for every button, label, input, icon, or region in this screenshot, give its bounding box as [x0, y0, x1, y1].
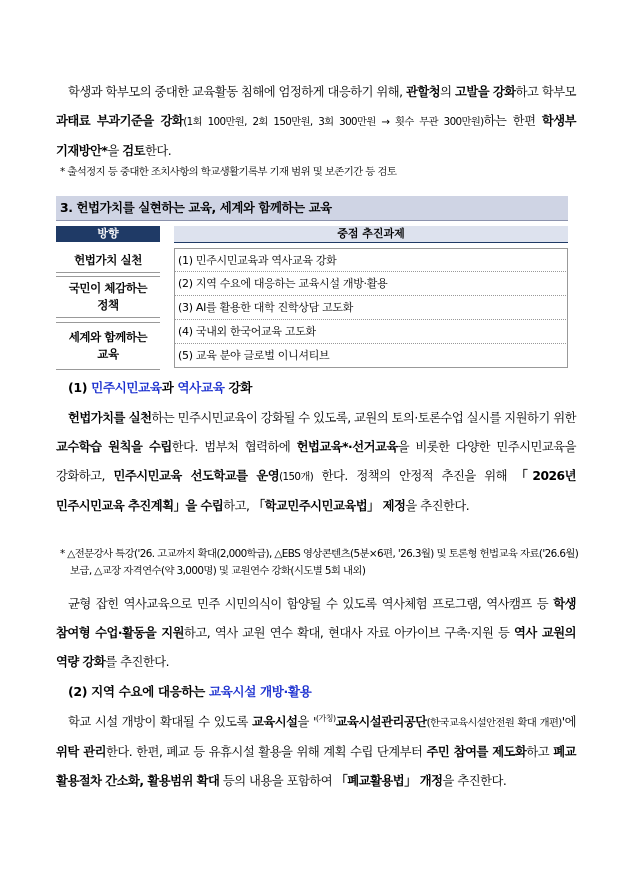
small-text: (1회 100만원, 2회 150만원, 3회 300만원 → 횟수 무관 300만원) [183, 116, 484, 128]
text: 한다. [145, 144, 172, 158]
section-3-title: 3. 헌법가치를 실현하는 교육, 세계와 함께하는 교육 [56, 196, 568, 221]
direction-cell-1 [56, 248, 160, 273]
bold-text: 학생 참여형 수업·활동을 지원 [56, 597, 576, 640]
paragraph-history-education [56, 590, 576, 677]
subheading-2 [68, 682, 311, 702]
text: 한다. 한편, 폐교 등 유휴시설 활용을 위해 계획 수립 단계부터 [105, 745, 427, 759]
text: 을 ' [297, 715, 316, 729]
task-item-5: (5) 교육 분야 글로벌 이니셔티브 [174, 344, 568, 368]
bold-text: 교육시설관리공단 [335, 715, 427, 729]
text: 을 [107, 144, 123, 158]
task-item-2: (2) 지역 수요에 대응하는 교육시설 개방·활용 [174, 272, 568, 296]
direction-label: 교육 [97, 347, 119, 361]
subheading-1 [68, 378, 252, 398]
paragraph-school-facilities [56, 708, 576, 796]
text: 하는 한편 [483, 114, 542, 128]
task-header: 중점 추진과제 [174, 226, 568, 243]
bold-text: 과태료 부과기준을 강화 [56, 114, 184, 128]
text: 균형 잡힌 역사교육으로 민주 시민의식이 함양될 수 있도록 역사체험 프로그램, 역사캠프 등 [68, 597, 554, 611]
text: 학교 시설 개방이 확대될 수 있도록 [68, 715, 252, 729]
bold-text: 교수학습 원칙을 수립 [56, 440, 172, 454]
direction-task-table [56, 226, 568, 368]
text: 를 추진한다. [105, 655, 170, 669]
subheading-number: (1) [68, 380, 92, 395]
direction-cell-3 [56, 322, 160, 370]
text: 학생과 학부모의 중대한 교육활동 침해에 엄정하게 대응하기 위해, [68, 85, 407, 99]
text: 을 추진한다. [405, 499, 470, 513]
paragraph-civic-education [56, 404, 576, 521]
text: 의 [440, 85, 455, 99]
task-item-4: (4) 국내외 한국어교육 고도화 [174, 320, 568, 344]
text: 강화 [224, 380, 252, 395]
text: 지역 수요에 대응하는 [91, 684, 209, 699]
bold-text: 「폐교활용법」 개정 [335, 774, 443, 788]
bold-text: 역사 교원의 역량 강화 [56, 626, 576, 669]
task-item-1: (1) 민주시민교육과 역사교육 강화 [174, 248, 568, 272]
text: 과 [161, 380, 178, 395]
bold-text: 헌법교육*·선거교육 [296, 440, 398, 454]
footnote-1: * 출석정지 등 중대한 조치사항의 학교생활기록부 기재 범위 및 보존기간 등 검토 [60, 166, 397, 178]
text: 등의 내용을 포함하여 [219, 774, 336, 788]
bold-text: 검토 [122, 144, 146, 158]
bold-text: 「2026년 민주시민교육 추진계획」을 수립 [56, 469, 576, 513]
subheading-keyword: 교육시설 개방·활용 [208, 684, 312, 699]
text: 을 추진한다. [442, 774, 507, 788]
text: 하고 학부모 [515, 85, 576, 99]
bold-text: 교육시설 [252, 715, 298, 729]
bold-text: 위탁 관리 [56, 745, 106, 759]
direction-label: 정책 [97, 298, 119, 312]
bold-text: 폐교 활용절차 간소화, 활용범위 확대 [56, 745, 577, 788]
direction-label: 세계와 함께하는 [68, 330, 148, 344]
bold-text: 주민 참여를 제도화 [426, 745, 527, 759]
text: 하고 [526, 745, 554, 759]
task-item-3: (3) AI를 활용한 대학 진학상담 고도화 [174, 296, 568, 320]
small-text: (한국교육시설안전원 확대 개편) [426, 717, 562, 729]
superscript-text: (가칭) [315, 713, 336, 723]
bold-text: 학생부 기재방안* [56, 114, 576, 158]
subheading-keyword: 역사교육 [177, 380, 225, 395]
subheading-number: (2) [68, 684, 92, 699]
subheading-keyword: 민주시민교육 [91, 380, 162, 395]
text: 한다. 정책의 안정적 추진을 위해 [313, 469, 516, 483]
bold-text: 헌법가치를 실천 [68, 411, 152, 425]
text: 을 비롯한 다양한 민주시민교육을 강화하고, [56, 440, 576, 483]
bold-text: 관할청 [406, 85, 441, 99]
footnote-2: * △전문강사 특강('26. 고교까지 확대(2,000학급), △EBS 영상콘텐츠(5분×6편, '26.3월) 및 토론형 헌법교육 자료('26.6월) 보급, △교장 자격연수(약 3,000명) 및 교원연수 강화(시도별 5회 내외) [60, 548, 579, 577]
small-text: (150개) [279, 471, 314, 483]
direction-label: 헌법가치 실천 [74, 252, 142, 267]
direction-header: 방향 [56, 226, 160, 242]
text: 한다. 범부처 협력하에 [171, 440, 297, 454]
text: 하고, [223, 499, 253, 513]
bold-text: 「학교민주시민교육법」 제정 [252, 499, 406, 513]
text: 하고, 역사 교원 연수 확대, 현대사 자료 아카이브 구축·지원 등 [184, 626, 515, 640]
text: 하는 민주시민교육이 강화될 수 있도록, 교원의 토의·토론수업 실시를 지원하기 위한 [151, 411, 576, 425]
text: '에 [561, 715, 576, 729]
bold-text: 민주시민교육 선도학교를 운영 [113, 469, 280, 483]
bold-text: 고발을 강화 [454, 85, 516, 99]
direction-cell-2 [56, 276, 160, 318]
paragraph-teacher-protection [56, 78, 576, 166]
direction-label: 국민이 체감하는 [68, 281, 148, 295]
